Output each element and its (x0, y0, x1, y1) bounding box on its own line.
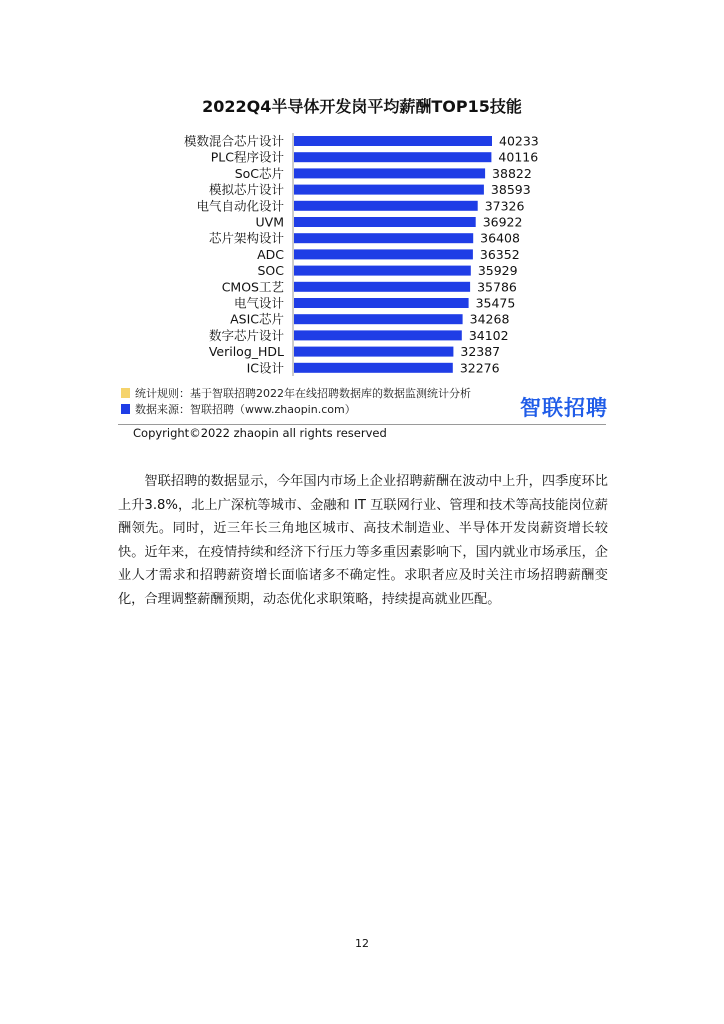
value-label: 38593 (490, 182, 531, 198)
bar (294, 363, 453, 373)
value-label: 36408 (480, 230, 520, 246)
bar (294, 185, 484, 195)
bar-chart (0, 0, 724, 380)
bar (294, 233, 473, 243)
body-paragraph: 智联招聘的数据显示，今年国内市场上企业招聘薪酬在波动中上升，四季度环比上升3.8%，北上广深杭等城市、金融和 IT 互联网行业、管理和技术等高技能岗位薪酬领先。同时，近三年长三角地区城市、高技术制造业、半导体开发岗薪资增长较快。近年来，在疫情持续和经济下行压力等多重因素影响下，国内就业市场承压，企业人才需求和招聘薪资增长面临诸多不确定性。求职者应及时关注市场招聘薪酬变化，合理调整薪酬预期，动态优化求职策略，持续提高就业匹配。 (118, 474, 608, 607)
value-label: 38822 (492, 165, 532, 181)
category-label: UVM (255, 214, 284, 230)
value-label: 35475 (475, 295, 516, 311)
rule-swatch (121, 388, 130, 398)
bar (294, 249, 473, 259)
category-label: 电气自动化设计 (196, 198, 284, 214)
note-source (121, 403, 356, 417)
value-label: 35786 (477, 279, 517, 295)
bar (294, 330, 462, 340)
category-label: ASIC芯片 (230, 311, 284, 327)
value-label: 40116 (498, 149, 539, 165)
category-label: SOC (257, 263, 284, 279)
source-swatch (121, 404, 130, 414)
category-label: 电气设计 (233, 295, 284, 311)
bar (294, 152, 491, 162)
value-label: 37326 (484, 198, 525, 214)
bar (294, 217, 476, 227)
bar (294, 298, 469, 308)
category-label: 模数混合芯片设计 (183, 133, 284, 149)
note-rule (121, 387, 471, 401)
value-label: 36352 (479, 246, 520, 262)
bar (294, 266, 471, 276)
zhaopin-logo: 智联招聘 (520, 396, 608, 420)
value-label: 36922 (482, 214, 523, 230)
bar (294, 168, 485, 178)
value-label: 35929 (477, 263, 518, 279)
page-number: 12 (355, 937, 369, 950)
bar (294, 314, 463, 324)
note-rule-text: 统计规则：基于智联招聘2022年在线招聘数据库的数据监测统计分析 (135, 387, 471, 400)
value-label: 40233 (499, 133, 539, 149)
category-label: 数字芯片设计 (208, 327, 284, 343)
note-source-text: 数据来源：智联招聘（www.zhaopin.com） (135, 403, 356, 416)
chart-title: 2022Q4半导体开发岗平均薪酬TOP15技能 (202, 97, 522, 116)
value-label: 32387 (460, 344, 501, 360)
category-label: PLC程序设计 (210, 149, 284, 165)
category-label: SoC芯片 (234, 165, 284, 181)
category-label: 芯片架构设计 (208, 230, 284, 246)
category-label: CMOS工艺 (221, 279, 284, 295)
divider (118, 424, 606, 425)
category-label: IC设计 (246, 360, 284, 376)
category-label: 模拟芯片设计 (208, 182, 284, 198)
bar (294, 282, 470, 292)
bar (294, 347, 453, 357)
bar (294, 136, 492, 146)
value-label: 34268 (469, 311, 510, 327)
category-label: ADC (257, 246, 284, 262)
category-label: Verilog_HDL (208, 344, 284, 360)
bar (294, 201, 478, 211)
value-label: 34102 (468, 327, 509, 343)
value-label: 32276 (459, 360, 500, 376)
copyright-text: Copyright©2022 zhaopin all rights reserved (133, 426, 387, 440)
